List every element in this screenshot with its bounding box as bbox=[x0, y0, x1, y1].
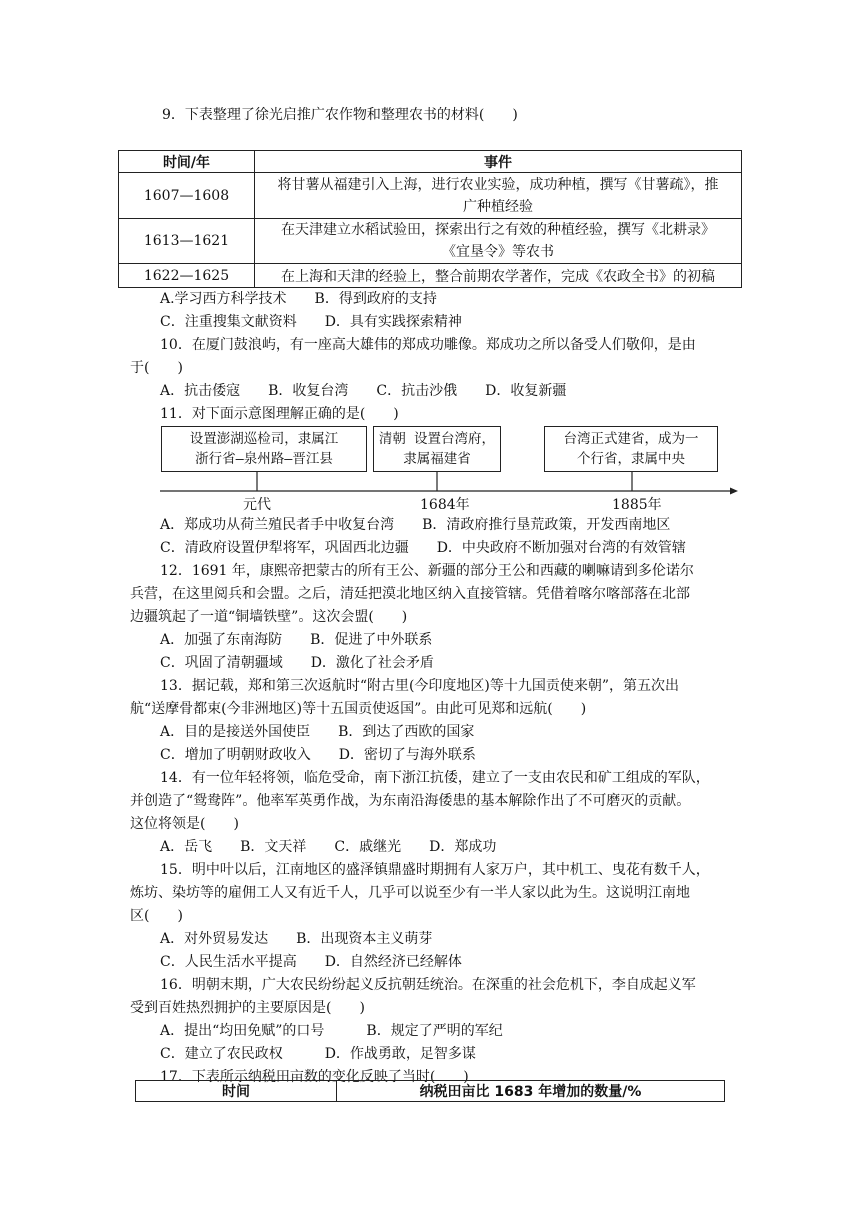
q15-option-row: A．对外贸易发达 B．出现资本主义萌芽 bbox=[160, 931, 433, 947]
timeline-label-1684: 1684年 bbox=[420, 497, 470, 513]
q9-table bbox=[118, 150, 742, 288]
q12-stem-cont: 边疆筑起了一道“铜墙铁壁”。这次会盟( ) bbox=[130, 609, 408, 625]
q17-table bbox=[135, 1080, 725, 1102]
table-cell-event: 《宜垦令》等农书 bbox=[442, 244, 554, 260]
q16-option-row: C．建立了农民政权 D．作战勇敢，足智多谋 bbox=[160, 1046, 476, 1062]
q15-stem: 15．明中叶以后，江南地区的盛泽镇鼎盛时期拥有人家万户，其中机工、曳花有数千人， bbox=[160, 862, 710, 878]
table-row bbox=[119, 173, 742, 219]
q10-option-row: A．抗击倭寇 B．收复台湾 C．抗击沙俄 D．收复新疆 bbox=[160, 383, 567, 399]
table-header-time: 时间 bbox=[136, 1081, 337, 1102]
q10-stem: 10．在厦门鼓浪屿，有一座高大雄伟的郑成功雕像。郑成功之所以备受人们敬仰，是由 bbox=[160, 337, 696, 353]
timeline-box-text: 浙行省—泉州路—晋江县 bbox=[195, 451, 333, 467]
table-cell-event: 将甘薯从福建引入上海，进行农业实验，成功种植，撰写《甘薯疏》，推 bbox=[277, 176, 719, 193]
q9-option-row: C．注重搜集文献资料 D．具有实践探索精神 bbox=[160, 314, 462, 330]
arrow-head-icon bbox=[730, 488, 738, 495]
timeline-box-text: 清朝 设置台湾府， bbox=[378, 431, 496, 447]
table-header-time: 时间/年 bbox=[119, 151, 255, 173]
table-cell-event: 在天津建立水稻试验田，探索出行之有效的种植经验，撰写《北耕录》 bbox=[281, 222, 715, 238]
q17-stem: 17．下表所示纳税田亩数的变化反映了当时( ) bbox=[160, 1069, 469, 1085]
q14-option-row: A．岳飞 B．文天祥 C．戚继光 D．郑成功 bbox=[160, 839, 497, 855]
q10-stem-cont: 于( ) bbox=[130, 360, 183, 376]
q13-option-row: C．增加了明朝财政收入 D．密切了与海外联系 bbox=[160, 747, 476, 763]
table-header-event: 事件 bbox=[255, 151, 742, 173]
q9-stem: 9．下表整理了徐光启推广农作物和整理农书的材料( ) bbox=[162, 107, 518, 123]
q14-stem-cont: 这位将领是( ) bbox=[130, 816, 239, 832]
timeline-label-yuan: 元代 bbox=[243, 497, 271, 513]
q16-stem: 16．明朝末期，广大农民纷纷起义反抗朝廷统治。在深重的社会危机下，李自成起义军 bbox=[160, 977, 696, 993]
timeline-box-1684 bbox=[373, 426, 501, 472]
q15-stem-cont: 炼坊、染坊等的雇佣工人又有近千人，几乎可以说至少有一半人家以此为生。这说明江南地 bbox=[130, 885, 690, 901]
q11-option-row: A．郑成功从荷兰殖民者手中收复台湾 B．清政府推行垦荒政策，开发西南地区 bbox=[160, 517, 671, 533]
q14-stem-cont: 并创造了“鸳鸯阵”。他率军英勇作战，为东南沿海倭患的基本解除作出了不可磨灭的贡献。 bbox=[130, 793, 691, 809]
q16-stem-cont: 受到百姓热烈拥护的主要原因是( ) bbox=[130, 1000, 365, 1016]
q12-stem-cont: 兵营，在这里阅兵和会盟。之后，清廷把漠北地区纳入直接管辖。凭借着喀尔喀部落在北部 bbox=[130, 586, 690, 602]
table-header-increase: 纳税田亩比 1683 年增加的数量/% bbox=[337, 1081, 725, 1102]
table-cell-time: 1613—1621 bbox=[119, 219, 255, 264]
q12-stem: 12．1691 年，康熙帝把蒙古的所有王公、新疆的部分王公和西藏的喇嘛请到多伦诺尔 bbox=[160, 563, 694, 579]
table-row bbox=[119, 264, 742, 288]
table-cell-time: 1622—1625 bbox=[119, 264, 255, 288]
timeline-box-text: 个行省，隶属中央 bbox=[577, 451, 685, 467]
table-cell-time: 1607—1608 bbox=[119, 173, 255, 219]
timeline-box-1885 bbox=[544, 426, 718, 472]
q14-stem: 14．有一位年轻将领，临危受命，南下浙江抗倭，建立了一支由农民和矿工组成的军队， bbox=[160, 770, 710, 786]
q15-option-row: C．人民生活水平提高 D．自然经济已经解体 bbox=[160, 954, 462, 970]
q15-stem-cont: 区( ) bbox=[130, 908, 183, 924]
q9-option-row: A.学习西方科学技术 B．得到政府的支持 bbox=[160, 291, 437, 307]
q11-option-row: C．清政府设置伊犁将军，巩固西北边疆 D．中央政府不断加强对台湾的有效管辖 bbox=[160, 540, 686, 556]
timeline-label-1885: 1885年 bbox=[612, 497, 662, 513]
table-cell-event: 在上海和天津的经验上，整合前期农学著作，完成《农政全书》的初稿 bbox=[255, 264, 742, 288]
q16-option-row: A．提出“均田免赋”的口号 B．规定了严明的军纪 bbox=[160, 1023, 503, 1039]
timeline-box-yuan bbox=[161, 426, 367, 472]
q11-stem: 11．对下面示意图理解正确的是( ) bbox=[160, 406, 399, 422]
timeline-box-text: 隶属福建省 bbox=[403, 451, 471, 467]
q13-option-row: A．目的是接送外国使臣 B．到达了西欧的国家 bbox=[160, 724, 475, 740]
q12-option-row: A．加强了东南海防 B．促进了中外联系 bbox=[160, 632, 433, 648]
q12-option-row: C．巩固了清朝疆域 D．激化了社会矛盾 bbox=[160, 655, 434, 671]
q13-stem: 13．据记载，郑和第三次返航时“附古里(今印度地区)等十九国贡使来朝”，第五次出 bbox=[160, 678, 680, 694]
table-cell-event: 广种植经验 bbox=[463, 198, 533, 215]
q13-stem-cont: 航“送摩骨都束(今非洲地区)等十五国贡使返国”。由此可见郑和远航( ) bbox=[130, 701, 587, 717]
timeline-box-text: 台湾正式建省，成为一 bbox=[563, 431, 699, 447]
timeline-box-text: 设置澎湖巡检司，隶属江 bbox=[189, 431, 339, 447]
table-row bbox=[119, 219, 742, 264]
